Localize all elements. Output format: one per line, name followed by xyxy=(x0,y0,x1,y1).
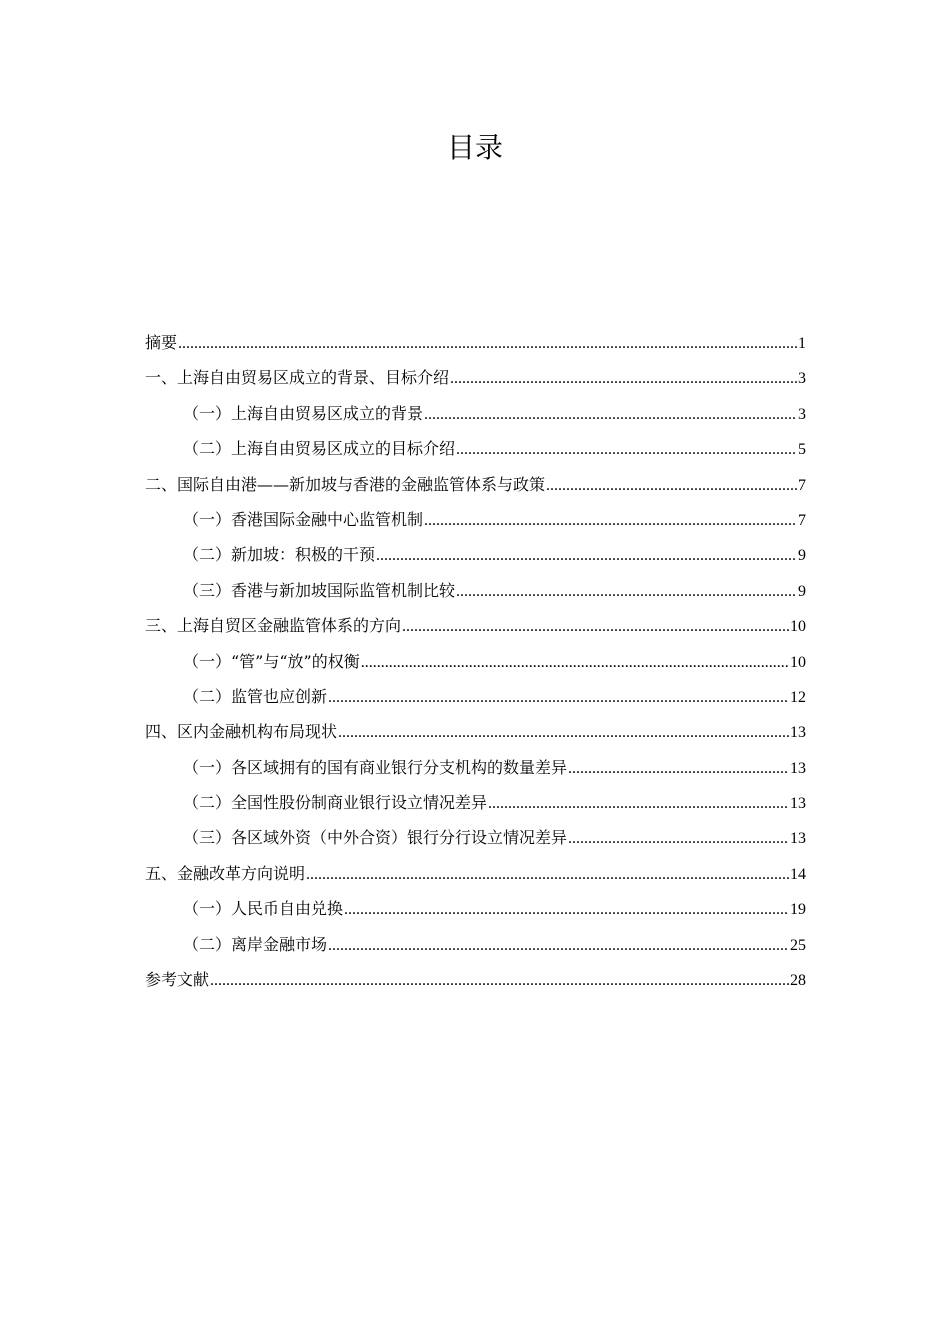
toc-page-number: 19 xyxy=(790,901,806,919)
toc-entry-text: （二）监管也应创新 xyxy=(183,686,328,706)
toc-dot-leader xyxy=(306,857,789,892)
toc-dot-leader xyxy=(424,503,797,538)
toc-page-number: 10 xyxy=(790,653,806,671)
toc-entry-text: 摘要 xyxy=(145,333,178,352)
toc-dot-leader xyxy=(568,751,789,786)
toc-subentry[interactable] xyxy=(145,820,806,855)
toc-page-number: 3 xyxy=(798,405,806,423)
toc-subentry[interactable] xyxy=(145,502,806,537)
toc-dot-leader xyxy=(450,361,797,396)
toc-entry-text: 参考文献 xyxy=(145,970,210,990)
toc-entry[interactable] xyxy=(145,714,806,749)
toc-page-number: 13 xyxy=(790,830,806,848)
toc-dot-leader xyxy=(568,821,789,856)
toc-entry-text: 二、国际自由港——新加坡与香港的金融监管体系与政策 xyxy=(145,474,546,494)
toc-entry-text: （二）上海自由贸易区成立的目标介绍 xyxy=(183,439,456,459)
toc-page-number: 14 xyxy=(790,865,806,883)
toc-entry-text: （三）各区域外资（中外合资）银行分行设立情况差异 xyxy=(183,828,568,848)
toc-dot-leader xyxy=(210,963,789,998)
toc-dot-leader xyxy=(488,786,789,821)
toc-entry-text: （一）各区域拥有的国有商业银行分支机构的数量差异 xyxy=(183,757,568,777)
toc-subentry[interactable] xyxy=(145,573,806,608)
toc-subentry[interactable] xyxy=(145,431,806,466)
toc-subentry[interactable] xyxy=(145,396,806,431)
toc-subentry[interactable] xyxy=(145,537,806,572)
toc-page-number: 5 xyxy=(798,441,806,459)
toc-dot-leader xyxy=(178,326,797,361)
toc-entry[interactable] xyxy=(145,467,806,502)
toc-dot-leader xyxy=(402,609,789,644)
toc-page-number: 9 xyxy=(798,547,806,565)
toc-entry-text: （一）人民币自由兑换 xyxy=(183,899,344,919)
toc-dot-leader xyxy=(361,645,789,680)
toc-dot-leader xyxy=(328,680,789,715)
toc-page-number: 12 xyxy=(790,688,806,706)
toc-entry[interactable] xyxy=(145,856,806,891)
toc-entry-text: （一）上海自由贸易区成立的背景 xyxy=(183,403,424,423)
toc-page-number: 13 xyxy=(790,759,806,777)
toc-dot-leader xyxy=(456,574,797,609)
toc-subentry[interactable] xyxy=(145,644,806,679)
toc-dot-leader xyxy=(338,715,789,750)
toc-dot-leader xyxy=(376,538,797,573)
toc-entry-text: 三、上海自贸区金融监管体系的方向 xyxy=(145,616,402,636)
toc-entry[interactable] xyxy=(145,608,806,643)
toc-entry[interactable] xyxy=(145,962,806,997)
toc-page-number: 13 xyxy=(790,795,806,813)
toc-dot-leader xyxy=(344,892,789,927)
toc-dot-leader xyxy=(328,928,789,963)
page-title: 目录 xyxy=(446,131,503,164)
toc-entry-text: （二）离岸金融市场 xyxy=(183,934,328,954)
table-of-contents xyxy=(145,325,806,997)
toc-entry[interactable] xyxy=(145,360,806,395)
toc-page-number: 13 xyxy=(790,724,806,742)
toc-page-number: 25 xyxy=(790,936,806,954)
toc-entry-text: 一、上海自由贸易区成立的背景、目标介绍 xyxy=(145,368,450,388)
toc-page-number: 3 xyxy=(798,370,806,388)
toc-page-number: 1 xyxy=(798,335,806,352)
toc-dot-leader xyxy=(456,432,797,467)
toc-page-number: 10 xyxy=(790,618,806,636)
toc-entry-text: （二）全国性股份制商业银行设立情况差异 xyxy=(183,793,488,813)
toc-entry-text: （三）香港与新加坡国际监管机制比较 xyxy=(183,580,456,600)
toc-dot-leader xyxy=(424,397,797,432)
toc-entry-text: （二）新加坡：积极的干预 xyxy=(183,545,376,565)
toc-entry-text: （一）“管”与“放”的权衡 xyxy=(183,651,360,671)
toc-page-number: 9 xyxy=(798,582,806,600)
toc-entry[interactable] xyxy=(145,325,806,360)
toc-entry-text: 五、金融改革方向说明 xyxy=(145,863,306,883)
toc-subentry[interactable] xyxy=(145,785,806,820)
toc-subentry[interactable] xyxy=(145,679,806,714)
toc-page-number: 7 xyxy=(798,511,806,529)
toc-subentry[interactable] xyxy=(145,891,806,926)
toc-subentry[interactable] xyxy=(145,750,806,785)
toc-entry-text: （一）香港国际金融中心监管机制 xyxy=(183,509,424,529)
toc-entry-text: 四、区内金融机构布局现状 xyxy=(145,722,338,742)
toc-page-number: 28 xyxy=(790,972,806,990)
toc-subentry[interactable] xyxy=(145,927,806,962)
toc-dot-leader xyxy=(546,468,797,503)
toc-page-number: 7 xyxy=(798,476,806,494)
